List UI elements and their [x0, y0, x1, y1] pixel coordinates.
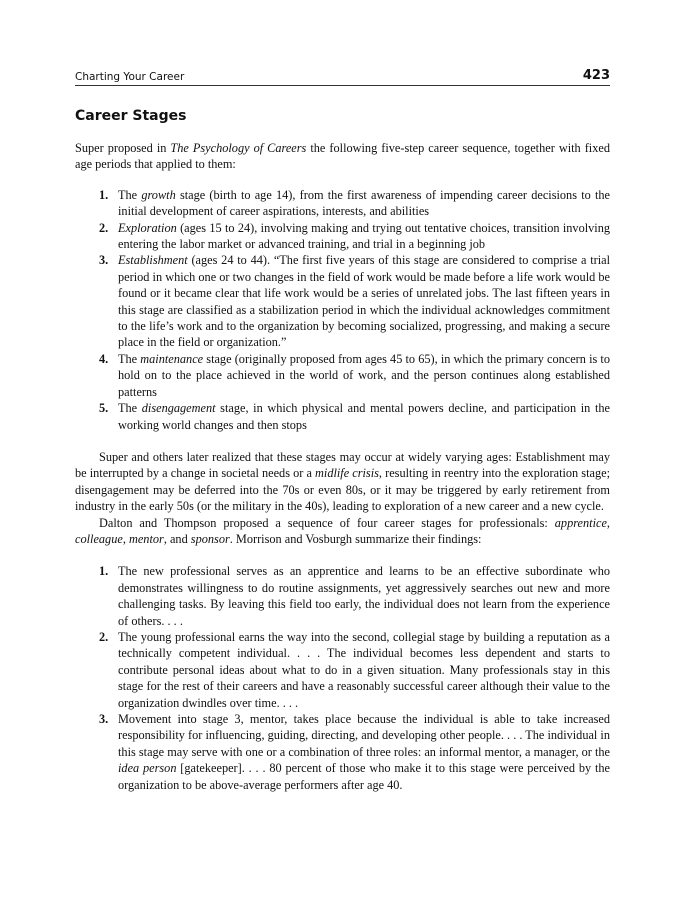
list-item: 2. The young professional earns the way into the second, collegial stage by building a reputation as a technically competent individual. . . . The individual becomes less dependent and starts to contribute personal ideas about what to do in a given situation. Many professionals stay in this stage for the rest of their careers and have a reasonably successful career although their value to the organization dwindles over time. . . . [99, 629, 610, 710]
book-page [75, 68, 610, 809]
list-item: 1. The growth stage (birth to age 14), from the first awareness of impending career decisions to the initial development of career aspirations, interests, and abilities [99, 187, 610, 219]
super-stages-list [75, 187, 610, 433]
page-number: 423 [582, 68, 610, 83]
list-item: 2. Exploration (ages 15 to 24), involving making and trying out tentative choices, transition involving entering the labor market or advanced training, and trial in a beginning job [99, 220, 610, 252]
body-paragraph: Super and others later realized that these stages may occur at widely varying ages: Establishment may be interrupted by a change in societal needs or a midlife crisis, resulting in reentry into the exploration stage; disengagement may be deferred into the 70s or even 80s, or it may be triggered by early retirement from industry in the early 50s (or the military in the 40s), leading to exploration of a new career and a new cycle. [75, 449, 610, 514]
body-paragraph: Dalton and Thompson proposed a sequence of four career stages for professionals: apprentice, colleague, mentor, and sponsor. Morrison and Vosburgh summarize their findings: [75, 515, 610, 546]
book-title: The Psychology of Careers [170, 141, 307, 155]
list-item: 3. Establishment (ages 24 to 44). “The first five years of this stage are considered to comprise a trial period in which one or two changes in the field of work would be made before a life work would be found or it became clear that life work would be a series of unrelated jobs. The last fifteen years in this stage are classified as a stabilization period in which the individual acknowledges commitment to the life’s work and to the organization by becoming socialized, progressing, and making a secure place in the field or organization.” [99, 253, 610, 350]
list-item: 4. The maintenance stage (originally proposed from ages 45 to 65), in which the primary concern is to hold on to the place achieved in the world of work, and the person continues along established patterns [99, 351, 610, 399]
intro-paragraph: Super proposed in The Psychology of Careers the following five-step career sequence, together with fixed age periods that applied to them: [75, 141, 610, 172]
dalton-stages-list [75, 563, 610, 793]
list-item: 3. Movement into stage 3, mentor, takes place because the individual is able to take increased responsibility for influencing, guiding, directing, and developing other people. . . . The individual in this stage may serve with one or a combination of three roles: an informal mentor, a manager, or the idea person [gatekeeper]. . . . 80 percent of those who make it to this stage were perceived by the organization to be above-average performers after age 40. [99, 712, 610, 792]
list-item: 1. The new professional serves as an apprentice and learns to be an effective subordinate who demonstrates willingness to do routine assignments, yet aggressively searches out new and more challenging tasks. By leaving this field too early, the individual does not learn from the experience of others. . . . [99, 564, 610, 628]
section-title: Career Stages [75, 108, 187, 124]
running-title: Charting Your Career [75, 71, 185, 83]
list-item: 5. The disengagement stage, in which physical and mental powers decline, and participation in the working world changes and then stops [99, 401, 610, 432]
running-header [75, 68, 610, 86]
